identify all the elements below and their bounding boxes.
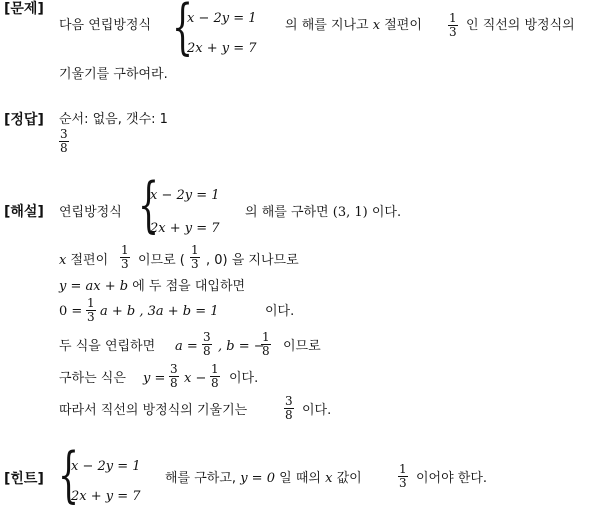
answer-label: [정답] <box>4 112 44 128</box>
solution-l1-after: 의 해를 구하면 (3, 1) 이다. <box>245 205 402 220</box>
solution-line5-a: 두 식을 연립하면 <box>59 339 156 354</box>
problem-fraction: $\frac{1}{3}$ <box>449 11 457 39</box>
problem-eq2: 2x + y = 7 <box>187 41 257 56</box>
system-brace: { <box>172 0 194 62</box>
hint-text-end: 이어야 한다. <box>416 471 488 486</box>
solution-line7-a: 따라서 직선의 방정식의 기울기는 <box>59 403 248 418</box>
problem-after-3: 인 직선의 방정식의 <box>466 18 575 33</box>
solution-line7-frac: $\frac{3}{8}$ <box>285 394 293 422</box>
solution-line2-b: 이므로 ( <box>138 253 185 268</box>
problem-text-after <box>285 19 422 32</box>
hint-system-brace: { <box>58 440 80 510</box>
solution-line4-c: 이다. <box>265 304 295 319</box>
solution-line5-b: a = <box>175 339 198 354</box>
solution-line2: x 절편이 <box>59 253 109 268</box>
problem-after-1: 의 해를 지나고 <box>285 18 369 33</box>
solution-line5-frac2: $\frac{1}{8}$ <box>262 330 270 358</box>
hint-frac: $\frac{1}{3}$ <box>399 462 407 490</box>
solution-line4-a: 0 = <box>59 304 83 319</box>
problem-var-x: x <box>372 18 381 33</box>
solution-eq1: x − 2y = 1 <box>150 188 220 203</box>
solution-line5-d: 이므로 <box>283 339 321 354</box>
solution-line6-c: x − <box>184 371 207 386</box>
solution-l1-before: 연립방정식 <box>59 205 122 220</box>
hint-eq2: 2x + y = 7 <box>71 489 141 504</box>
solution-line5-c: , b = − <box>218 339 265 354</box>
hint-eq1: x − 2y = 1 <box>71 459 141 474</box>
solution-line6-d: 이다. <box>229 371 259 386</box>
solution-line3: y = ax + b 에 두 점을 대입하면 <box>59 279 246 294</box>
solution-line6-b: y = <box>143 371 166 386</box>
answer-fraction: $\frac{3}{8}$ <box>60 127 68 155</box>
solution-eq2: 2x + y = 7 <box>150 221 220 236</box>
solution-label: [해설] <box>4 204 44 220</box>
problem-text-before: 다음 연립방정식 <box>59 18 152 33</box>
solution-line2-c: , 0) 을 지나므로 <box>206 253 299 268</box>
solution-line5-frac1: $\frac{3}{8}$ <box>203 330 211 358</box>
solution-line4-frac: $\frac{1}{3}$ <box>87 296 95 324</box>
problem-line2: 기울기를 구하여라. <box>59 67 168 82</box>
problem-after-2: 절편이 <box>384 18 422 33</box>
problem-eq1: x − 2y = 1 <box>187 11 257 26</box>
solution-line4-b: a + b , 3a + b = 1 <box>100 304 219 319</box>
answer-meta: 순서: 없음, 갯수: 1 <box>59 112 168 127</box>
solution-line6-frac1: $\frac{3}{8}$ <box>170 362 178 390</box>
problem-label: [문제] <box>4 1 44 17</box>
solution-line6-frac2: $\frac{1}{8}$ <box>211 362 219 390</box>
solution-line6-a: 구하는 식은 <box>59 371 126 386</box>
solution-line7-b: 이다. <box>302 403 332 418</box>
solution-line2-pfrac: $\frac{1}{3}$ <box>191 243 199 271</box>
hint-label: [힌트] <box>4 471 44 487</box>
hint-text: 해를 구하고, y = 0 일 때의 x 값이 <box>165 471 362 486</box>
solution-system-brace: { <box>138 170 160 240</box>
solution-line2-frac: $\frac{1}{3}$ <box>121 243 129 271</box>
